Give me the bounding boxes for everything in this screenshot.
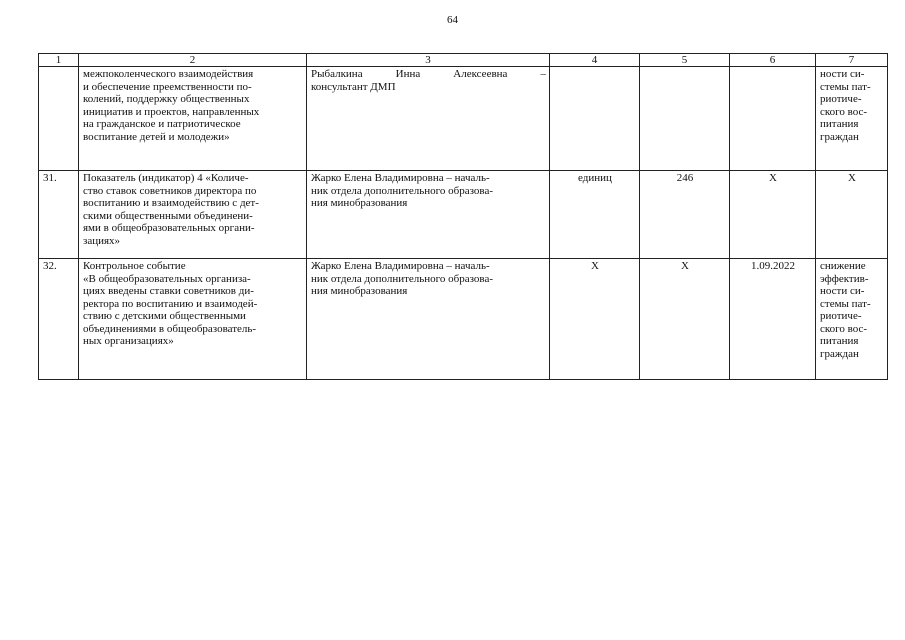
text-line: Жарко Елена Владимировна – началь-	[311, 172, 490, 184]
row-number-cell: 31.	[39, 171, 79, 259]
text-line: питания	[820, 118, 859, 130]
text-line: стемы пат-	[820, 80, 871, 93]
text-line: ского вос-	[820, 322, 868, 335]
value-cell	[640, 67, 730, 171]
text-line: Показатель (индикатор) 4 «Количе-	[83, 172, 249, 184]
unit-cell: Х	[550, 259, 640, 380]
responsible-cell	[307, 259, 550, 380]
text-line: граждан	[820, 347, 859, 360]
text-line: ство ставок советников директора по	[83, 184, 257, 197]
column-header: 6	[730, 54, 816, 67]
date-cell	[730, 67, 816, 171]
table-row	[39, 259, 888, 380]
column-header: 5	[640, 54, 730, 67]
text-line: инициатив и проектов, направленных	[83, 105, 260, 118]
text-line: ния минобразования	[311, 285, 408, 297]
word: Инна	[395, 68, 421, 80]
text-line: Контрольное событие	[83, 260, 186, 272]
table-row	[39, 171, 888, 259]
measure-name-cell	[79, 259, 307, 380]
unit-cell: единиц	[550, 171, 640, 259]
text-line: Х	[848, 172, 856, 184]
table-row	[39, 67, 888, 171]
risk-cell	[816, 259, 888, 380]
text-line: риотиче-	[820, 93, 862, 105]
text-line: граждан	[820, 130, 859, 143]
text-line: Жарко Елена Владимировна – началь-	[311, 260, 490, 272]
text-line: ния минобразования	[311, 197, 408, 209]
column-header: 1	[39, 54, 79, 67]
measure-name-cell	[79, 171, 307, 259]
word: Алексеевна	[453, 68, 508, 80]
text-line: циях введены ставки советников ди-	[83, 285, 254, 297]
text-line: ями в общеобразовательных органи-	[83, 222, 255, 234]
measures-table	[38, 53, 888, 380]
value-cell: Х	[640, 259, 730, 380]
text-line: консультант ДМП	[311, 80, 396, 93]
text-line: воспитанию и взаимодействию с дет-	[83, 197, 259, 209]
text-line: ского вос-	[820, 105, 868, 118]
text-line: питания	[820, 335, 859, 347]
text-line: стемы пат-	[820, 297, 871, 310]
text-line: ствию с детскими общественными	[83, 310, 246, 322]
text-line: воспитание детей и молодежи»	[83, 130, 230, 143]
text-line: ных организациях»	[83, 335, 174, 347]
table-header-row	[39, 54, 888, 67]
value-cell: 246	[640, 171, 730, 259]
text-line: колений, поддержку общественных	[83, 93, 250, 105]
text-line: снижение	[820, 260, 866, 272]
text-line: эффектив-	[820, 272, 869, 285]
text-line: на гражданское и патриотическое	[83, 118, 241, 130]
text-line: ности си-	[820, 285, 865, 297]
column-header: 3	[307, 54, 550, 67]
column-header: 7	[816, 54, 888, 67]
text-line: и обеспечение преемственности по-	[83, 80, 252, 93]
text-line	[311, 68, 546, 81]
responsible-cell	[307, 171, 550, 259]
row-number-cell	[39, 67, 79, 171]
text-line: скими общественными объединени-	[83, 209, 253, 222]
text-line: ник отдела дополнительного образова-	[311, 272, 494, 285]
text-line: зациях»	[83, 234, 121, 247]
word: –	[540, 68, 546, 80]
risk-cell	[816, 67, 888, 171]
column-header: 2	[79, 54, 307, 67]
row-number-cell: 32.	[39, 259, 79, 380]
column-header: 4	[550, 54, 640, 67]
text-line: ник отдела дополнительного образова-	[311, 184, 494, 197]
text-line: ректора по воспитанию и взаимодей-	[83, 297, 258, 310]
word: Рыбалкина	[311, 68, 363, 80]
date-cell: Х	[730, 171, 816, 259]
text-line: объединениями в общеобразователь-	[83, 322, 257, 335]
unit-cell	[550, 67, 640, 171]
text-line: «В общеобразовательных организа-	[83, 272, 251, 285]
text-line: ности си-	[820, 68, 865, 80]
responsible-cell	[307, 67, 550, 171]
text-line: риотиче-	[820, 310, 862, 322]
page-number: 64	[447, 14, 458, 26]
date-cell: 1.09.2022	[730, 259, 816, 380]
measure-name-cell	[79, 67, 307, 171]
text-line: межпоколенческого взаимодействия	[83, 68, 254, 80]
risk-cell	[816, 171, 888, 259]
